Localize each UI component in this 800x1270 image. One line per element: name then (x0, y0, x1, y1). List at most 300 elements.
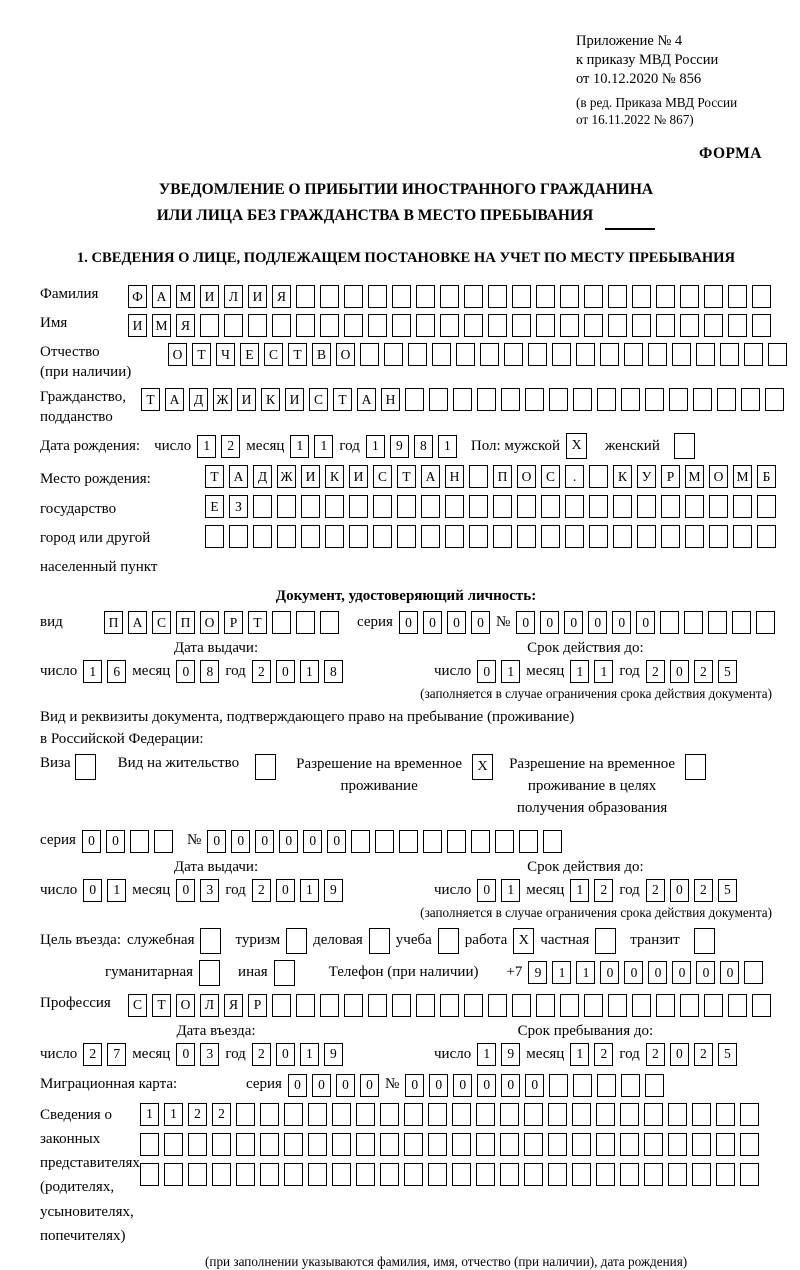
char-cell[interactable] (320, 285, 339, 308)
char-cell[interactable] (656, 314, 675, 337)
char-cell[interactable]: И (349, 465, 368, 488)
char-cell[interactable]: К (613, 465, 632, 488)
char-cell[interactable] (344, 314, 363, 337)
char-cell[interactable] (620, 1163, 639, 1186)
char-cell[interactable] (596, 1163, 615, 1186)
char-cell[interactable]: 1 (570, 660, 589, 683)
char-cell[interactable] (296, 314, 315, 337)
char-cell[interactable]: В (312, 343, 331, 366)
char-cell[interactable] (733, 495, 752, 518)
char-cell[interactable]: 2 (83, 1043, 102, 1066)
char-cell[interactable]: С (373, 465, 392, 488)
char-cell[interactable] (757, 525, 776, 548)
char-cell[interactable] (488, 994, 507, 1017)
char-cell[interactable]: 0 (255, 830, 274, 853)
char-cell[interactable]: 0 (423, 611, 442, 634)
char-cell[interactable] (572, 1163, 591, 1186)
char-cell[interactable]: О (176, 994, 195, 1017)
char-cell[interactable] (693, 388, 712, 411)
char-cell[interactable]: 0 (83, 879, 102, 902)
char-cell[interactable] (423, 830, 442, 853)
char-cell[interactable] (541, 495, 560, 518)
char-cell[interactable]: С (264, 343, 283, 366)
char-cell[interactable] (685, 525, 704, 548)
char-cell[interactable] (584, 285, 603, 308)
char-cell[interactable] (212, 1133, 231, 1156)
char-cell[interactable] (308, 1163, 327, 1186)
char-cell[interactable]: 2 (694, 660, 713, 683)
char-cell[interactable]: 3 (200, 1043, 219, 1066)
char-cell[interactable] (524, 1133, 543, 1156)
char-cell[interactable]: Л (200, 994, 219, 1017)
char-cell[interactable] (380, 1133, 399, 1156)
char-cell[interactable]: 0 (453, 1074, 472, 1097)
purpose-other-checkbox[interactable] (274, 960, 295, 986)
char-cell[interactable] (404, 1163, 423, 1186)
char-cell[interactable] (608, 285, 627, 308)
char-cell[interactable]: 0 (276, 879, 295, 902)
char-cell[interactable]: И (301, 465, 320, 488)
char-cell[interactable]: 0 (176, 1043, 195, 1066)
char-cell[interactable] (696, 343, 715, 366)
char-cell[interactable] (752, 994, 771, 1017)
char-cell[interactable] (392, 285, 411, 308)
char-cell[interactable] (732, 611, 751, 634)
vnj-checkbox[interactable] (255, 754, 276, 780)
char-cell[interactable]: 2 (252, 1043, 271, 1066)
char-cell[interactable]: Т (152, 994, 171, 1017)
char-cell[interactable]: Ч (216, 343, 235, 366)
char-cell[interactable] (512, 314, 531, 337)
char-cell[interactable]: 1 (300, 660, 319, 683)
char-cell[interactable] (517, 525, 536, 548)
char-cell[interactable] (368, 314, 387, 337)
char-cell[interactable]: С (152, 611, 171, 634)
char-cell[interactable]: 1 (576, 961, 595, 984)
char-cell[interactable]: 0 (447, 611, 466, 634)
char-cell[interactable]: 1 (366, 435, 385, 458)
char-cell[interactable]: А (128, 611, 147, 634)
char-cell[interactable] (464, 285, 483, 308)
char-cell[interactable] (284, 1163, 303, 1186)
char-cell[interactable] (397, 525, 416, 548)
char-cell[interactable] (744, 343, 763, 366)
char-cell[interactable] (469, 525, 488, 548)
char-cell[interactable] (416, 994, 435, 1017)
char-cell[interactable]: 0 (612, 611, 631, 634)
char-cell[interactable] (301, 495, 320, 518)
char-cell[interactable] (332, 1133, 351, 1156)
char-cell[interactable]: 2 (594, 879, 613, 902)
char-cell[interactable] (740, 1163, 759, 1186)
char-cell[interactable] (621, 1074, 640, 1097)
char-cell[interactable] (716, 1133, 735, 1156)
char-cell[interactable]: Я (272, 285, 291, 308)
char-cell[interactable] (500, 1133, 519, 1156)
char-cell[interactable]: 1 (501, 660, 520, 683)
char-cell[interactable]: 0 (303, 830, 322, 853)
char-cell[interactable]: 1 (438, 435, 457, 458)
purpose-humanitarian-checkbox[interactable] (199, 960, 220, 986)
char-cell[interactable] (620, 1133, 639, 1156)
rvp-checkbox[interactable]: X (472, 754, 493, 780)
char-cell[interactable] (320, 994, 339, 1017)
char-cell[interactable] (584, 994, 603, 1017)
char-cell[interactable] (421, 495, 440, 518)
char-cell[interactable] (260, 1133, 279, 1156)
char-cell[interactable]: 0 (588, 611, 607, 634)
char-cell[interactable] (229, 525, 248, 548)
char-cell[interactable]: 2 (221, 435, 240, 458)
char-cell[interactable] (344, 285, 363, 308)
char-cell[interactable] (260, 1163, 279, 1186)
char-cell[interactable]: 0 (279, 830, 298, 853)
char-cell[interactable]: И (237, 388, 256, 411)
visa-checkbox[interactable] (75, 754, 96, 780)
char-cell[interactable]: 0 (312, 1074, 331, 1097)
rvp-edu-checkbox[interactable] (685, 754, 706, 780)
char-cell[interactable] (471, 830, 490, 853)
char-cell[interactable] (668, 1133, 687, 1156)
char-cell[interactable]: И (248, 285, 267, 308)
char-cell[interactable]: 1 (570, 879, 589, 902)
char-cell[interactable]: 0 (276, 660, 295, 683)
char-cell[interactable] (453, 388, 472, 411)
char-cell[interactable]: 0 (600, 961, 619, 984)
char-cell[interactable]: 1 (107, 879, 126, 902)
char-cell[interactable] (644, 1163, 663, 1186)
char-cell[interactable] (596, 1133, 615, 1156)
char-cell[interactable] (680, 994, 699, 1017)
char-cell[interactable]: 9 (324, 879, 343, 902)
char-cell[interactable]: 1 (300, 879, 319, 902)
char-cell[interactable] (368, 994, 387, 1017)
char-cell[interactable]: 1 (552, 961, 571, 984)
char-cell[interactable]: И (128, 314, 147, 337)
char-cell[interactable]: . (565, 465, 584, 488)
char-cell[interactable]: О (200, 611, 219, 634)
char-cell[interactable] (716, 1103, 735, 1126)
char-cell[interactable] (728, 314, 747, 337)
purpose-work-checkbox[interactable]: X (513, 928, 534, 954)
char-cell[interactable]: А (229, 465, 248, 488)
char-cell[interactable]: 1 (501, 879, 520, 902)
char-cell[interactable] (644, 1103, 663, 1126)
char-cell[interactable] (277, 495, 296, 518)
char-cell[interactable] (560, 314, 579, 337)
char-cell[interactable] (573, 388, 592, 411)
char-cell[interactable]: 9 (324, 1043, 343, 1066)
char-cell[interactable]: 0 (429, 1074, 448, 1097)
char-cell[interactable]: Е (205, 495, 224, 518)
char-cell[interactable] (728, 994, 747, 1017)
char-cell[interactable] (493, 495, 512, 518)
char-cell[interactable]: М (176, 285, 195, 308)
char-cell[interactable] (504, 343, 523, 366)
char-cell[interactable] (477, 388, 496, 411)
char-cell[interactable] (373, 495, 392, 518)
char-cell[interactable] (500, 1163, 519, 1186)
char-cell[interactable]: 2 (594, 1043, 613, 1066)
char-cell[interactable]: 8 (414, 435, 433, 458)
char-cell[interactable]: Ж (213, 388, 232, 411)
char-cell[interactable] (549, 1074, 568, 1097)
char-cell[interactable] (709, 525, 728, 548)
char-cell[interactable] (541, 525, 560, 548)
char-cell[interactable] (517, 495, 536, 518)
char-cell[interactable] (140, 1163, 159, 1186)
char-cell[interactable] (320, 314, 339, 337)
char-cell[interactable]: Д (253, 465, 272, 488)
char-cell[interactable] (692, 1133, 711, 1156)
char-cell[interactable] (373, 525, 392, 548)
char-cell[interactable] (560, 285, 579, 308)
char-cell[interactable] (589, 495, 608, 518)
char-cell[interactable] (613, 525, 632, 548)
char-cell[interactable] (637, 525, 656, 548)
char-cell[interactable]: С (309, 388, 328, 411)
char-cell[interactable]: 0 (405, 1074, 424, 1097)
purpose-business-checkbox[interactable] (369, 928, 390, 954)
char-cell[interactable]: 9 (501, 1043, 520, 1066)
char-cell[interactable]: 0 (176, 660, 195, 683)
char-cell[interactable]: А (357, 388, 376, 411)
char-cell[interactable] (351, 830, 370, 853)
char-cell[interactable] (428, 1133, 447, 1156)
char-cell[interactable] (392, 994, 411, 1017)
char-cell[interactable] (236, 1163, 255, 1186)
char-cell[interactable]: А (421, 465, 440, 488)
char-cell[interactable]: 0 (648, 961, 667, 984)
char-cell[interactable] (253, 495, 272, 518)
char-cell[interactable]: 0 (477, 879, 496, 902)
char-cell[interactable] (140, 1133, 159, 1156)
char-cell[interactable] (752, 285, 771, 308)
char-cell[interactable] (399, 830, 418, 853)
char-cell[interactable] (645, 388, 664, 411)
char-cell[interactable] (432, 343, 451, 366)
char-cell[interactable] (272, 611, 291, 634)
char-cell[interactable] (325, 495, 344, 518)
char-cell[interactable] (740, 1133, 759, 1156)
char-cell[interactable] (493, 525, 512, 548)
char-cell[interactable]: А (152, 285, 171, 308)
char-cell[interactable] (765, 388, 784, 411)
char-cell[interactable] (692, 1163, 711, 1186)
char-cell[interactable] (200, 314, 219, 337)
char-cell[interactable]: М (152, 314, 171, 337)
char-cell[interactable] (685, 495, 704, 518)
char-cell[interactable] (600, 343, 619, 366)
char-cell[interactable] (224, 314, 243, 337)
char-cell[interactable] (416, 285, 435, 308)
char-cell[interactable]: 5 (718, 660, 737, 683)
char-cell[interactable] (154, 830, 173, 853)
char-cell[interactable]: 0 (525, 1074, 544, 1097)
char-cell[interactable] (332, 1163, 351, 1186)
char-cell[interactable] (284, 1133, 303, 1156)
char-cell[interactable]: 1 (570, 1043, 589, 1066)
char-cell[interactable] (308, 1133, 327, 1156)
char-cell[interactable] (495, 830, 514, 853)
char-cell[interactable] (464, 994, 483, 1017)
char-cell[interactable] (680, 314, 699, 337)
char-cell[interactable] (608, 314, 627, 337)
char-cell[interactable] (632, 314, 651, 337)
char-cell[interactable] (272, 314, 291, 337)
char-cell[interactable] (356, 1133, 375, 1156)
char-cell[interactable] (536, 994, 555, 1017)
char-cell[interactable]: 0 (360, 1074, 379, 1097)
char-cell[interactable] (548, 1133, 567, 1156)
char-cell[interactable] (740, 1103, 759, 1126)
char-cell[interactable] (253, 525, 272, 548)
char-cell[interactable]: Р (248, 994, 267, 1017)
char-cell[interactable] (392, 314, 411, 337)
char-cell[interactable] (572, 1103, 591, 1126)
char-cell[interactable]: З (229, 495, 248, 518)
char-cell[interactable] (597, 388, 616, 411)
char-cell[interactable] (512, 994, 531, 1017)
char-cell[interactable] (525, 388, 544, 411)
char-cell[interactable] (440, 994, 459, 1017)
char-cell[interactable] (632, 285, 651, 308)
char-cell[interactable]: 2 (694, 879, 713, 902)
char-cell[interactable] (421, 525, 440, 548)
char-cell[interactable] (704, 285, 723, 308)
char-cell[interactable] (704, 994, 723, 1017)
char-cell[interactable]: 0 (471, 611, 490, 634)
char-cell[interactable]: 0 (624, 961, 643, 984)
char-cell[interactable] (405, 388, 424, 411)
char-cell[interactable] (756, 611, 775, 634)
char-cell[interactable]: 1 (300, 1043, 319, 1066)
char-cell[interactable]: 1 (290, 435, 309, 458)
char-cell[interactable] (524, 1163, 543, 1186)
char-cell[interactable]: У (637, 465, 656, 488)
char-cell[interactable] (613, 495, 632, 518)
char-cell[interactable] (188, 1133, 207, 1156)
char-cell[interactable] (188, 1163, 207, 1186)
char-cell[interactable] (708, 611, 727, 634)
char-cell[interactable] (320, 611, 339, 634)
char-cell[interactable]: 2 (646, 1043, 665, 1066)
char-cell[interactable]: О (709, 465, 728, 488)
sex-female-checkbox[interactable] (674, 433, 695, 459)
char-cell[interactable] (456, 343, 475, 366)
char-cell[interactable]: О (168, 343, 187, 366)
char-cell[interactable]: 6 (107, 660, 126, 683)
char-cell[interactable]: 0 (276, 1043, 295, 1066)
char-cell[interactable] (680, 285, 699, 308)
char-cell[interactable]: Д (189, 388, 208, 411)
char-cell[interactable]: Т (205, 465, 224, 488)
char-cell[interactable] (325, 525, 344, 548)
char-cell[interactable] (452, 1163, 471, 1186)
char-cell[interactable]: 0 (564, 611, 583, 634)
char-cell[interactable]: 0 (82, 830, 101, 853)
char-cell[interactable] (404, 1133, 423, 1156)
char-cell[interactable] (476, 1133, 495, 1156)
char-cell[interactable]: Т (288, 343, 307, 366)
char-cell[interactable] (277, 525, 296, 548)
char-cell[interactable] (272, 994, 291, 1017)
char-cell[interactable]: 1 (197, 435, 216, 458)
char-cell[interactable] (380, 1103, 399, 1126)
char-cell[interactable] (349, 495, 368, 518)
char-cell[interactable] (728, 285, 747, 308)
char-cell[interactable] (632, 994, 651, 1017)
char-cell[interactable]: 7 (107, 1043, 126, 1066)
char-cell[interactable] (296, 994, 315, 1017)
char-cell[interactable]: 0 (670, 879, 689, 902)
char-cell[interactable]: Я (224, 994, 243, 1017)
char-cell[interactable] (447, 830, 466, 853)
char-cell[interactable]: 9 (390, 435, 409, 458)
char-cell[interactable]: 0 (399, 611, 418, 634)
char-cell[interactable] (205, 525, 224, 548)
char-cell[interactable]: К (261, 388, 280, 411)
purpose-study-checkbox[interactable] (438, 928, 459, 954)
char-cell[interactable] (349, 525, 368, 548)
char-cell[interactable] (440, 285, 459, 308)
char-cell[interactable]: 0 (336, 1074, 355, 1097)
char-cell[interactable]: 0 (720, 961, 739, 984)
char-cell[interactable] (548, 1163, 567, 1186)
char-cell[interactable]: Ж (277, 465, 296, 488)
char-cell[interactable] (452, 1103, 471, 1126)
char-cell[interactable] (164, 1133, 183, 1156)
char-cell[interactable]: 5 (718, 1043, 737, 1066)
char-cell[interactable]: 1 (594, 660, 613, 683)
char-cell[interactable]: 5 (718, 879, 737, 902)
char-cell[interactable]: М (733, 465, 752, 488)
purpose-tourism-checkbox[interactable] (286, 928, 307, 954)
char-cell[interactable] (672, 343, 691, 366)
char-cell[interactable]: 1 (83, 660, 102, 683)
char-cell[interactable]: 9 (528, 961, 547, 984)
char-cell[interactable]: 0 (696, 961, 715, 984)
char-cell[interactable]: Н (381, 388, 400, 411)
char-cell[interactable]: П (104, 611, 123, 634)
char-cell[interactable]: К (325, 465, 344, 488)
char-cell[interactable] (648, 343, 667, 366)
char-cell[interactable] (397, 495, 416, 518)
char-cell[interactable]: 0 (327, 830, 346, 853)
char-cell[interactable]: 0 (106, 830, 125, 853)
char-cell[interactable] (164, 1163, 183, 1186)
char-cell[interactable] (669, 388, 688, 411)
char-cell[interactable]: И (200, 285, 219, 308)
char-cell[interactable] (565, 525, 584, 548)
char-cell[interactable] (488, 285, 507, 308)
char-cell[interactable]: 0 (672, 961, 691, 984)
char-cell[interactable] (384, 343, 403, 366)
char-cell[interactable]: 0 (501, 1074, 520, 1097)
char-cell[interactable] (260, 1103, 279, 1126)
char-cell[interactable] (661, 525, 680, 548)
char-cell[interactable]: 1 (314, 435, 333, 458)
char-cell[interactable]: Т (333, 388, 352, 411)
char-cell[interactable]: 2 (252, 879, 271, 902)
char-cell[interactable]: Н (445, 465, 464, 488)
char-cell[interactable]: 0 (207, 830, 226, 853)
char-cell[interactable] (589, 525, 608, 548)
char-cell[interactable]: Т (141, 388, 160, 411)
char-cell[interactable] (428, 1163, 447, 1186)
char-cell[interactable] (656, 994, 675, 1017)
char-cell[interactable] (332, 1103, 351, 1126)
